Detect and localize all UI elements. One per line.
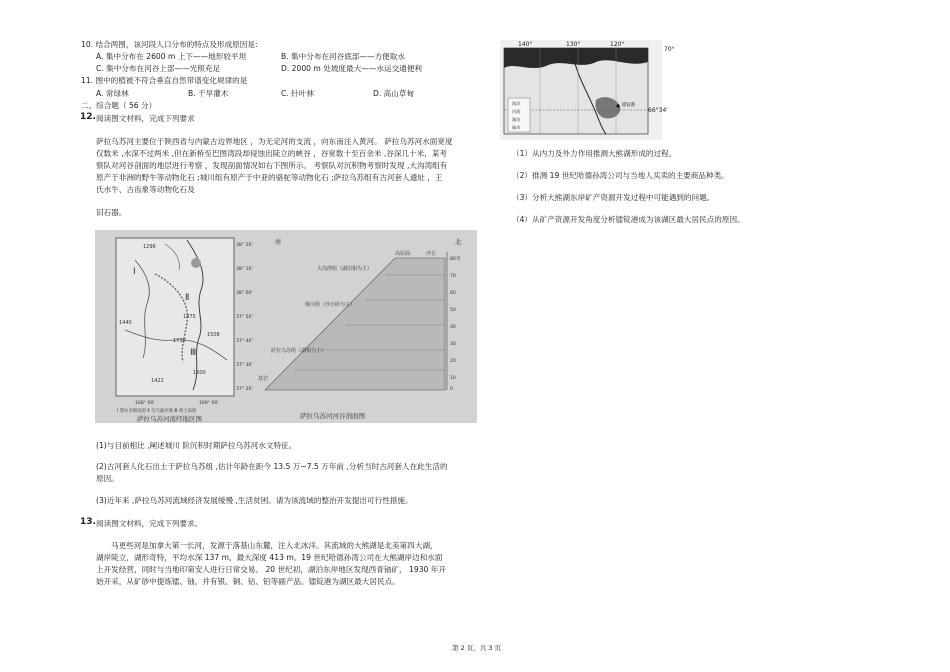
q13-para-line: 湖岸陡立，湖形奇特，平均水深 137 m，最大深度 413 m。19 世纪哈德孙湾公司在大熊湖岸边和水面 — [96, 553, 443, 562]
q11-option-a: A. 常绿林 — [96, 89, 129, 98]
region-label: Ⅲ — [190, 348, 197, 358]
region-label: Ⅱ — [185, 293, 190, 303]
spot-height: 1730 — [173, 338, 186, 344]
layer-label: 大沟湾组（湖沼相为主） — [317, 266, 373, 272]
layer-label: 基岩 — [258, 376, 269, 382]
map-lon-label: 130° — [566, 41, 581, 48]
lat-label: 37° 30' — [236, 363, 253, 368]
q13-number: 13. — [80, 517, 96, 527]
q12-sub-question: (2)古河套人化石出土于萨拉乌苏组 ,估计年龄在距今 13.5 万~7.5 万年前 ,分析当时古河套人在此生活的 — [96, 462, 448, 471]
q12-sub-question: (3)近年来 ,萨拉乌苏河流域经济发展缓慢 ,生活贫困。请为该流域的整治开发提出可行性措施。 — [96, 496, 413, 505]
depth-tick: 50 — [450, 308, 456, 313]
q13-para-line: 马更些河是加拿大第一长河，发源于落基山东麓，注入北冰洋。其流域的大熊湖是北美第四大湖， — [111, 541, 438, 550]
lon-label: 108° 00' — [135, 401, 155, 406]
q10-option-b: B. 集中分布在河谷底部——方便取水 — [281, 52, 405, 61]
map-legend-item: 城市 — [512, 125, 521, 130]
q10-option-c: C. 集中分布在河谷上部——光照充足 — [96, 64, 221, 73]
spot-height: 1422 — [151, 378, 164, 384]
q10-stem: 10. 结合两图，该河段人口分布的特点及形成原因是: — [81, 40, 258, 49]
lat-label: 38° 20' — [236, 243, 253, 248]
surface-label: 沙丘 — [426, 251, 437, 257]
q13-para-line: 始开采，从矿砂中提炼镭、铀，并有银、铜、钴、铅等副产品。镭锭港为湖区最大居民点。 — [96, 577, 400, 586]
depth-tick: 80米 — [450, 257, 461, 262]
spot-height: 1296 — [143, 244, 156, 250]
q13-map — [500, 40, 662, 140]
q12-sub-question: 原因。 — [96, 474, 119, 483]
surface-label: 高原面 — [395, 251, 411, 257]
q13-sub-question: （3）分析大熊湖东岸矿产资源开发过程中可能遇到的问题。 — [512, 193, 715, 202]
q13-sub-question: （1）从内力及外力作用推测大熊湖形成的过程。 — [512, 149, 677, 158]
section-heading: 二、综合题（ 56 分） — [81, 101, 157, 110]
lon-label: 109° 00' — [199, 401, 219, 406]
depth-tick: 60 — [450, 291, 456, 296]
map-lon-label: 140° — [518, 41, 533, 48]
q13-sub-question: （4）从矿产资源开发角度分析镭锭港成为该湖区最大居民点的原因。 — [512, 215, 745, 224]
q11-option-c: C. 针叶林 — [281, 89, 314, 98]
map-lat-label: 66°34' — [648, 107, 668, 114]
map-legend-item: 河流 — [512, 109, 521, 114]
spot-height: 1600 — [193, 370, 206, 376]
q12-figure — [95, 230, 477, 423]
lat-label: 37° 20' — [236, 387, 253, 392]
page-footer: 第 2 页，共 3 页 — [452, 644, 502, 652]
q11-option-b: B. 干旱灌木 — [188, 89, 229, 98]
depth-tick: 30 — [450, 342, 456, 347]
map-legend: Ⅰ 鄂尔多斯高原 Ⅱ 毛乌素沙地 Ⅲ 黄土高原 — [117, 409, 197, 414]
north-label: 北 — [455, 238, 462, 246]
q12-intro: 阅读图文材料，完成下列要求 — [96, 114, 195, 123]
q12-para-line: 旧石器。 — [96, 208, 127, 217]
spot-height: 1508 — [207, 332, 220, 338]
region-label: Ⅰ — [133, 267, 136, 277]
layer-label: 城川组（沙丘砂为主） — [305, 302, 356, 308]
lat-label: 38° 10' — [236, 267, 253, 272]
layer-label: 萨拉乌苏组（湖相为主） — [271, 348, 327, 354]
map-lat-label: 70° — [664, 46, 675, 53]
q12-para-line: 原产于非洲的野牛等动物化石 ;城川组有原产于中亚的骆驼等动物化石 ;萨拉乌苏组有古河套人遗址 ，王 — [96, 173, 443, 182]
q12-para-line: 仅数米 ,水深不过两米 ,但在新桥至巴图湾段却侵蚀出陡立的峡谷 ，谷宽数十至百余米 ,谷深几十米，某考 — [96, 149, 448, 158]
south-label: 南 — [275, 239, 282, 246]
depth-tick: 70 — [450, 274, 456, 279]
q12-number: 12. — [80, 112, 96, 122]
right-figure-caption: 萨拉乌苏河河谷剖面图 — [300, 412, 365, 420]
spot-height: 1475 — [183, 314, 196, 320]
q11-option-d: D. 高山草甸 — [373, 89, 415, 98]
map-legend-item: 海洋 — [512, 101, 521, 106]
map-legend-item: 湖泊 — [512, 117, 521, 122]
q13-para-line: 上开发经营，同时与当地印第安人进行日常交易。 20 世纪初，湖泊东岸地区发现西青铀矿， 1930 年开 — [96, 565, 446, 574]
q13-intro: 阅读图文材料，完成下列要求。 — [96, 519, 203, 528]
q10-option-a: A. 集中分布在 2600 m 上下——地形较平坦 — [96, 52, 247, 61]
spot-height: 1440 — [119, 320, 132, 326]
q11-stem: 11. 图中的植被不符合垂直自然带谱变化规律的是 — [81, 76, 248, 85]
depth-tick: 10 — [450, 376, 456, 381]
q13-sub-question: （2）推测 19 世纪哈德孙湾公司与当地人买卖的主要商品种类。 — [512, 171, 729, 180]
map-lon-label: 120° — [610, 41, 625, 48]
depth-tick: 40 — [450, 325, 456, 330]
depth-tick: 20 — [450, 359, 456, 364]
lat-label: 37° 40' — [236, 339, 253, 344]
q12-para-line: 察队对河谷剖面的地层进行考察 ，发现剖面情况如右下图所示。 考察队对沉积物考察时发现 ,大沟湾组有 — [96, 161, 448, 170]
left-figure-caption: 萨拉乌苏河流经地区图 — [137, 415, 202, 423]
place-label: 镭锭港 — [622, 103, 636, 108]
q12-para-line: 萨拉乌苏河主要位于陕西省与内蒙古边界地区 ，为无定河的支流 ，向东南注入黄河。 萨拉乌苏河水面宽度 — [96, 137, 453, 146]
q10-option-d: D. 2000 m 处坡度最大——水运交通便利 — [281, 64, 422, 73]
q12-sub-question: (1)与目前相比 ,阐述城川 阶沉积时期萨拉乌苏河水文特征。 — [96, 441, 297, 450]
q12-para-line: 氏水牛、古齿象等动物化石及 — [96, 185, 195, 194]
lat-label: 37° 50' — [236, 315, 253, 320]
depth-tick: 0 — [450, 387, 453, 392]
lat-label: 38° 00' — [236, 291, 253, 296]
